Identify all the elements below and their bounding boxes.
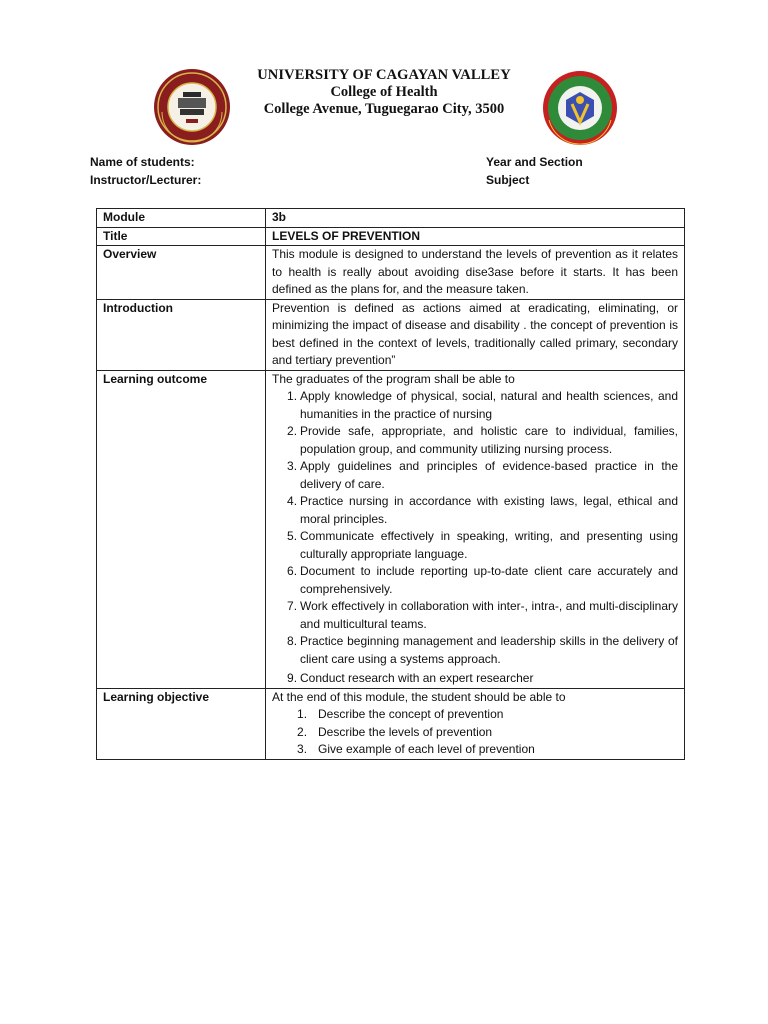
subject-label: Subject	[486, 173, 530, 187]
module-table	[96, 208, 685, 760]
overview-text: This module is designed to understand the levels of prevention as it relates to health is really about avoiding dise3ase before it starts. It has been defined as the plans for, and the measure taken.	[266, 246, 685, 300]
table-row	[97, 688, 685, 759]
list-item: Document to include reporting up-to-date client care accurately and comprehensively.	[300, 564, 678, 596]
list-item: Describe the concept of prevention	[318, 707, 504, 721]
table-row	[97, 370, 685, 688]
learning-outcome-list	[272, 388, 678, 688]
introduction-label: Introduction	[97, 299, 266, 370]
table-row	[97, 227, 685, 246]
learning-objective-intro: At the end of this module, the student should be able to	[272, 689, 566, 704]
students-name-label: Name of students:	[90, 155, 195, 169]
list-item: Communicate effectively in speaking, writing, and presenting using culturally appropriate language.	[300, 529, 678, 561]
learning-objective-cell	[266, 688, 685, 759]
list-item: Describe the levels of prevention	[318, 724, 493, 739]
list-item: Provide safe, appropriate, and holistic care to individual, families, population group, and community utilizing nursing process.	[300, 424, 678, 456]
list-item: Practice beginning management and leadership skills in the delivery of client care using a systems approach.	[300, 634, 678, 666]
learning-outcome-label: Learning outcome	[97, 370, 266, 688]
list-item: Conduct research with an expert researcher	[300, 671, 534, 685]
module-label: Module	[97, 209, 266, 228]
college-name: College of Health	[330, 84, 438, 100]
table-row	[97, 246, 685, 300]
learning-outcome-intro: The graduates of the program shall be able to	[272, 371, 515, 386]
introduction-text: Prevention is defined as actions aimed at eradicating, eliminating, or minimizing the impact of disease and disability . the concept of prevention is best defined in the context of levels, traditionally called primary, secondary and tertiary prevention”	[266, 299, 685, 370]
list-item: Apply knowledge of physical, social, natural and health sciences, and humanities in the practice of nursing	[300, 389, 678, 421]
list-item: Work effectively in collaboration with inter-, intra-, and multi-disciplinary and multicultural teams.	[300, 599, 678, 631]
list-item: Apply guidelines and principles of evidence-based practice in the delivery of care.	[300, 459, 678, 491]
list-item: Give example of each level of prevention	[318, 742, 535, 756]
title-label: Title	[97, 227, 266, 246]
instructor-label: Instructor/Lecturer:	[90, 173, 202, 187]
table-row	[97, 209, 685, 228]
university-name: UNIVERSITY OF CAGAYAN VALLEY	[257, 67, 511, 83]
college-of-health-logo	[541, 70, 619, 146]
list-item: Practice nursing in accordance with existing laws, legal, ethical and moral principles.	[300, 494, 678, 526]
table-row	[97, 299, 685, 370]
module-value: 3b	[266, 209, 685, 228]
college-address: College Avenue, Tuguegarao City, 3500	[263, 101, 505, 117]
overview-label: Overview	[97, 246, 266, 300]
learning-objective-list	[272, 706, 678, 759]
year-section-label: Year and Section	[486, 155, 583, 169]
learning-outcome-cell	[266, 370, 685, 688]
title-value: LEVELS OF PREVENTION	[266, 227, 685, 246]
learning-objective-label: Learning objective	[97, 688, 266, 759]
